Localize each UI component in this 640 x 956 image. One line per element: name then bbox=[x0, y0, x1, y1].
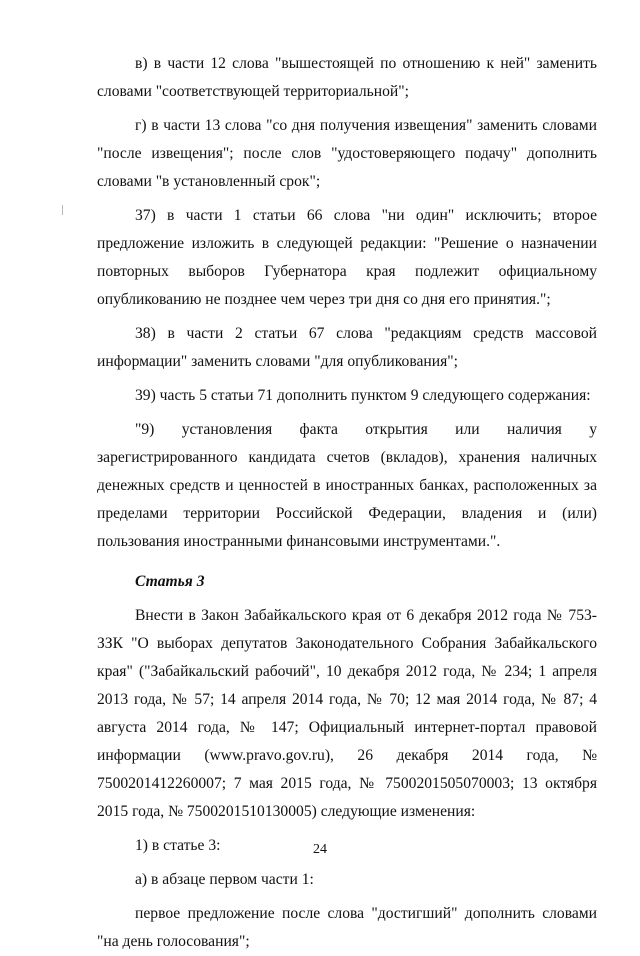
paragraph-item-39: 39) часть 5 статьи 71 дополнить пунктом 9 следующего содержания: bbox=[135, 387, 591, 404]
paragraph-item-1: 1) в статье 3: bbox=[135, 837, 221, 854]
page-number: 24 bbox=[313, 842, 327, 857]
paragraph-item-38: 38) в части 2 статьи 67 слова "редакциям средств массовой информации" заменить словами "для опубликования"; bbox=[97, 325, 597, 370]
document-body bbox=[97, 50, 597, 956]
paragraph-quote-9: "9) установления факта открытия или наличия у зарегистрированного кандидата счетов (вкладов), хранения наличных денежных средств и ценностей в иностранных банках, расположенных за пределами территории Российской Федерации, владения и (или) пользования иностранными финансовыми инструментами.". bbox=[97, 421, 597, 550]
article-heading: Статья 3 bbox=[135, 573, 205, 590]
paragraph-item-a: а) в абзаце первом части 1: bbox=[135, 871, 314, 888]
margin-mark bbox=[62, 205, 63, 215]
paragraph-item-37: 37) в части 1 статьи 66 слова "ни один" исключить; второе предложение изложить в следующей редакции: "Решение о назначении повторных выборов Губернатора края подлежит официальному опубликованию не позднее чем через три дня со дня его принятия."; bbox=[97, 207, 597, 308]
paragraph-article-intro: Внести в Закон Забайкальского края от 6 декабря 2012 года № 753-ЗЗК "О выборах депутатов Законодательного Собрания Забайкальского края" ("Забайкальский рабочий", 10 декабря 2012 года, № 234; 1 апреля 2013 года, № 57; 14 апреля 2014 года, № 70; 12 мая 2014 года, № 87; 4 августа 2014 года, № 147; Официальный интернет-портал правовой информации (www.pravo.gov.ru), 26 декабря 2014 года, № 7500201412260007; 7 мая 2015 года, № 7500201505070003; 13 октября 2015 года, № 7500201510130005) следующие изменения: bbox=[97, 607, 597, 820]
paragraph-first-sentence: первое предложение после слова "достигший" дополнить словами "на день голосования"; bbox=[97, 905, 597, 950]
paragraph-g-part-13: г) в части 13 слова "со дня получения извещения" заменить словами "после извещения"; после слов "удостоверяющего подачу" дополнить словами "в установленный срок"; bbox=[97, 117, 597, 190]
paragraph-v-part-12: в) в части 12 слова "вышестоящей по отношению к ней" заменить словами "соответствующей территориальной"; bbox=[97, 55, 597, 100]
